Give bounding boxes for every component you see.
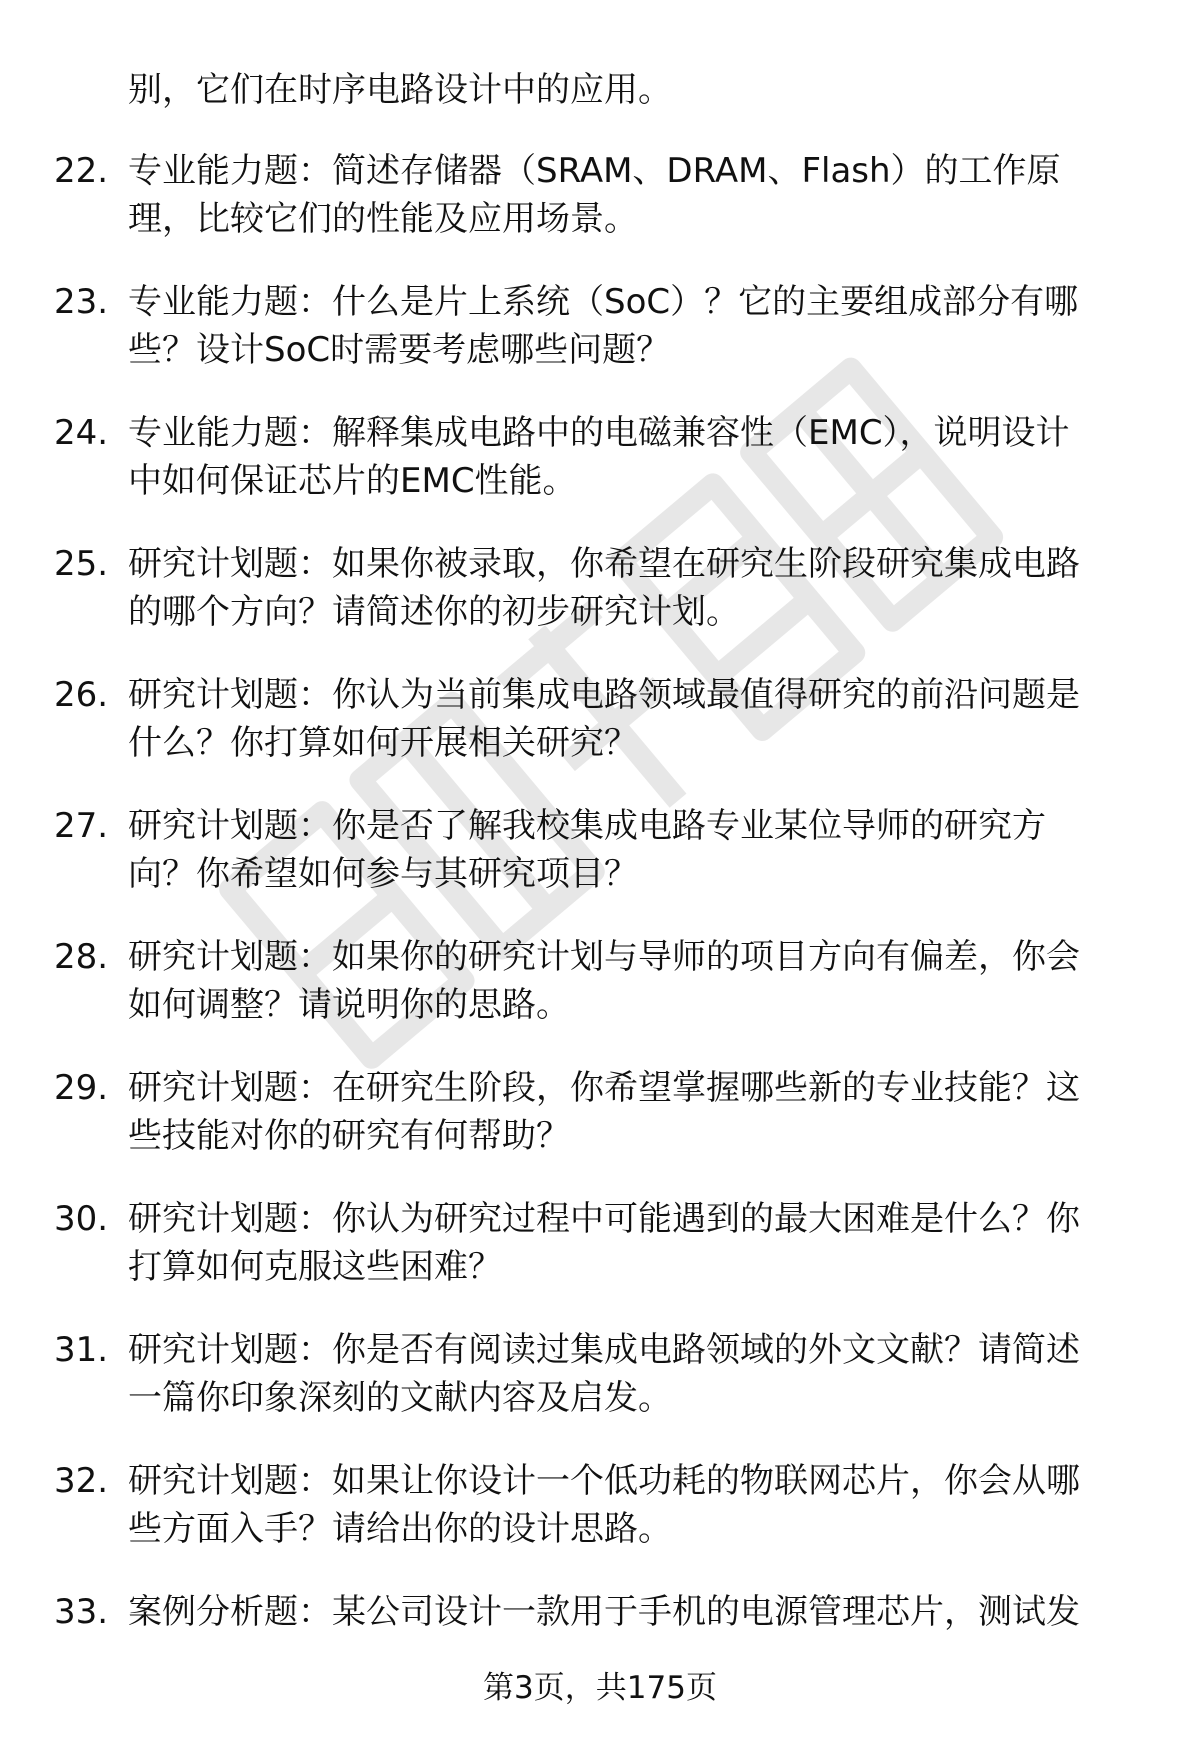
question-number: 27. (54, 806, 109, 846)
question-text-line: 些技能对你的研究有何帮助？ (128, 1116, 570, 1156)
question-text (128, 1195, 1148, 1291)
page-footer: 第3页，共175页 (483, 1670, 717, 1706)
question-text-line: 向？你希望如何参与其研究项目？ (128, 854, 638, 894)
question-item (0, 278, 1200, 398)
question-text (128, 1588, 1148, 1636)
question-text (128, 409, 1148, 505)
question-text-line: 研究计划题：在研究生阶段，你希望掌握哪些新的专业技能？这 (128, 1068, 1080, 1108)
question-text-line: 研究计划题：你是否有阅读过集成电路领域的外文文献？请简述 (128, 1330, 1080, 1370)
question-item (0, 409, 1200, 529)
question-item (0, 1064, 1200, 1184)
question-text-line: 研究计划题：你认为当前集成电路领域最值得研究的前沿问题是 (128, 675, 1080, 715)
question-text-line: 什么？你打算如何开展相关研究？ (128, 723, 638, 763)
question-text-line: 专业能力题：解释集成电路中的电磁兼容性（EMC），说明设计 (128, 413, 1070, 453)
question-number: 32. (54, 1461, 109, 1501)
question-number: 23. (54, 282, 109, 322)
question-text-line: 些方面入手？请给出你的设计思路。 (128, 1509, 672, 1549)
question-number: 25. (54, 544, 109, 584)
question-number: 30. (54, 1199, 109, 1239)
question-text-line: 专业能力题：简述存储器（SRAM、DRAM、Flash）的工作原 (128, 151, 1061, 191)
question-item (0, 1326, 1200, 1446)
question-text-line: 如何调整？请说明你的思路。 (128, 985, 570, 1025)
question-text (128, 933, 1148, 1029)
question-text-line: 研究计划题：如果你的研究计划与导师的项目方向有偏差，你会 (128, 937, 1080, 977)
question-text-line: 案例分析题：某公司设计一款用于手机的电源管理芯片，测试发 (128, 1592, 1080, 1632)
question-number: 26. (54, 675, 109, 715)
question-item (0, 933, 1200, 1053)
question-number: 33. (54, 1592, 109, 1632)
question-text (128, 1064, 1148, 1160)
question-number: 22. (54, 151, 109, 191)
question-text-line: 专业能力题：什么是片上系统（SoC）？它的主要组成部分有哪 (128, 282, 1079, 322)
question-text (128, 147, 1148, 243)
question-text-line: 些？设计SoC时需要考虑哪些问题？ (128, 330, 671, 370)
question-item (0, 1457, 1200, 1577)
question-text (128, 1457, 1148, 1553)
question-text-line: 研究计划题：如果你被录取，你希望在研究生阶段研究集成电路 (128, 544, 1080, 584)
question-item (0, 540, 1200, 660)
question-list (0, 147, 1200, 1719)
question-text-line: 的哪个方向？请简述你的初步研究计划。 (128, 592, 740, 632)
question-text-line: 研究计划题：如果让你设计一个低功耗的物联网芯片，你会从哪 (128, 1461, 1080, 1501)
continuation-line: 别，它们在时序电路设计中的应用。 (128, 70, 672, 110)
question-text-line: 一篇你印象深刻的文献内容及启发。 (128, 1378, 672, 1418)
question-number: 24. (54, 413, 109, 453)
question-item (0, 802, 1200, 922)
question-text-line: 打算如何克服这些困难？ (128, 1247, 502, 1287)
question-text (128, 671, 1148, 767)
question-text (128, 1326, 1148, 1422)
question-number: 31. (54, 1330, 109, 1370)
question-number: 28. (54, 937, 109, 977)
question-item (0, 1195, 1200, 1315)
question-item (0, 147, 1200, 267)
question-item (0, 671, 1200, 791)
question-text-line: 中如何保证芯片的EMC性能。 (128, 461, 577, 501)
question-text-line: 研究计划题：你是否了解我校集成电路专业某位导师的研究方 (128, 806, 1046, 846)
question-number: 29. (54, 1068, 109, 1108)
question-text (128, 278, 1148, 374)
question-text (128, 802, 1148, 898)
question-text-line: 研究计划题：你认为研究过程中可能遇到的最大困难是什么？你 (128, 1199, 1080, 1239)
question-text-line: 理，比较它们的性能及应用场景。 (128, 199, 638, 239)
question-text (128, 540, 1148, 636)
